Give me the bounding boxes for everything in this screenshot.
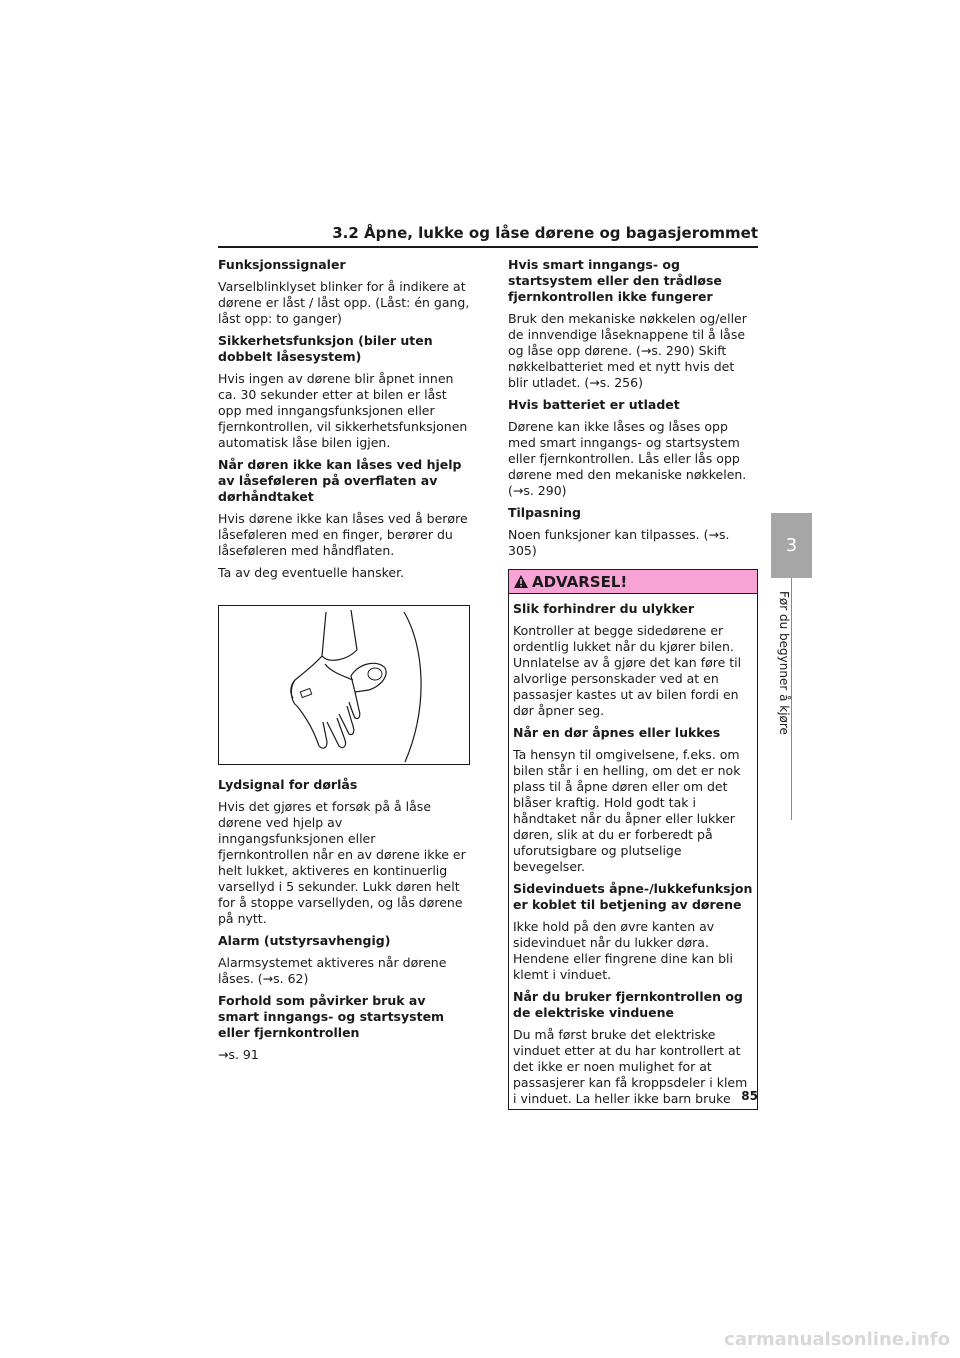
warning-text-door-open: Ta hensyn til omgivelsene, f.eks. om bilen står i en helling, om det er nok plass til å åpne døren eller om det blåser kraftig. Hold godt tak i håndtaket når du åpner eller lukker døren, slik at du er forberedt på uforutsigbare og plutselige bevegelser. — [513, 747, 741, 874]
heading-lock-sensor: Når døren ikke kan låses ved hjelp av låseføleren på overflaten av dørhåndtaket — [218, 457, 462, 504]
warning-heading-window: Sidevinduets åpne-/lukkefunksjon er koblet til betjening av dørene — [513, 881, 753, 912]
text-battery-discharged: Dørene kan ikke låses og låses opp med smart inngangs- og startsystem eller fjernkontrollen. Lås eller lås opp dørene med den mekaniske nøkkelen. (→s. 290) — [508, 419, 747, 498]
header-rule — [218, 246, 758, 248]
warning-title: ADVARSEL! — [532, 572, 628, 591]
text-system-not-working: Bruk den mekaniske nøkkelen og/eller de innvendige låseknappene til å låse og låse opp dørene. (→s. 290) Skift nøkkelbatteriet med et nytt hvis det blir utladet. (→s. 256) — [508, 311, 747, 390]
heading-security-function: Sikkerhetsfunksjon (biler uten dobbelt låsesystem) — [218, 333, 433, 364]
warning-triangle-icon — [513, 574, 529, 590]
text-door-lock-sound: Hvis det gjøres et forsøk på å låse dørene ved hjelp av inngangsfunksjonen eller fjernkontrollen når en av dørene ikke er helt lukket, aktiveres en kontinuerlig varsellyd i 5 sekunder. Lukk døren helt for å stoppe varsellyden, og lås dørene på nytt. — [218, 799, 466, 926]
text-conditions: →s. 91 — [218, 1047, 259, 1062]
chapter-tab-label: Før du begynner å kjøre — [777, 591, 791, 735]
heading-function-signals: Funksjonssignaler — [218, 257, 346, 272]
watermark: carmanualsonline.info — [724, 1329, 950, 1350]
chapter-tab — [771, 513, 812, 578]
text-remove-gloves: Ta av deg eventuelle hansker. — [218, 565, 405, 580]
warning-text-remote-windows: Du må først bruke det elektriske vinduet etter at du har kontrollert at det ikke er noen mulighet for at passasjerer kan få kroppsdeler i klem i vinduet. La heller ikke barn bruke — [513, 1027, 748, 1106]
chapter-tab-number: 3 — [785, 535, 798, 556]
left-column — [218, 257, 470, 1069]
chapter-tab-rule — [791, 578, 792, 820]
warning-header — [509, 570, 757, 594]
page-number: 85 — [741, 1089, 758, 1103]
warning-heading-remote-windows: Når du bruker fjernkontrollen og de elektriske vinduene — [513, 989, 743, 1020]
hand-on-door-handle-illustration — [218, 605, 470, 765]
text-lock-sensor: Hvis dørene ikke kan låses ved å berøre låseføleren med en finger, berører du låseføleren med håndflaten. — [218, 511, 468, 558]
warning-box — [508, 569, 758, 1110]
warning-text-window: Ikke hold på den øvre kanten av sidevinduet når du lukker døra. Hendene eller fingrene dine kan bli klemt i vinduet. — [513, 919, 733, 982]
warning-text-accidents: Kontroller at begge sidedørene er ordentlig lukket når du kjører bilen. Unnlatelse av å gjøre det kan føre til alvorlige personskader ved at en passasjer kastes ut av bilen fordi en dør åpner seg. — [513, 623, 742, 718]
text-function-signals: Varselblinklyset blinker for å indikere at dørene er låst / låst opp. (Låst: én gang, låst opp: to ganger) — [218, 279, 470, 326]
hand-on-handle-drawing — [219, 606, 469, 764]
heading-system-not-working: Hvis smart inngangs- og startsystem eller den trådløse fjernkontrollen ikke fungerer — [508, 257, 722, 304]
warning-heading-door-open: Når en dør åpnes eller lukkes — [513, 725, 721, 740]
heading-battery-discharged: Hvis batteriet er utladet — [508, 397, 680, 412]
warning-body — [509, 594, 757, 1109]
heading-conditions: Forhold som påvirker bruk av smart inngangs- og startsystem eller fjernkontrollen — [218, 993, 445, 1040]
heading-customization: Tilpasning — [508, 505, 581, 520]
text-customization: Noen funksjoner kan tilpasses. (→s. 305) — [508, 527, 730, 558]
right-column — [508, 257, 758, 1110]
text-security-function: Hvis ingen av dørene blir åpnet innen ca. 30 sekunder etter at bilen er låst opp med inngangsfunksjonen eller fjernkontrollen, vil sikkerhetsfunksjonen automatisk låse bilen igjen. — [218, 371, 468, 450]
heading-door-lock-sound: Lydsignal for dørlås — [218, 777, 358, 792]
section-header-title: 3.2 Åpne, lukke og låse dørene og bagasjerommet — [332, 224, 758, 242]
heading-alarm: Alarm (utstyrsavhengig) — [218, 933, 391, 948]
text-alarm: Alarmsystemet aktiveres når dørene låses. (→s. 62) — [218, 955, 447, 986]
warning-heading-accidents: Slik forhindrer du ulykker — [513, 601, 695, 616]
